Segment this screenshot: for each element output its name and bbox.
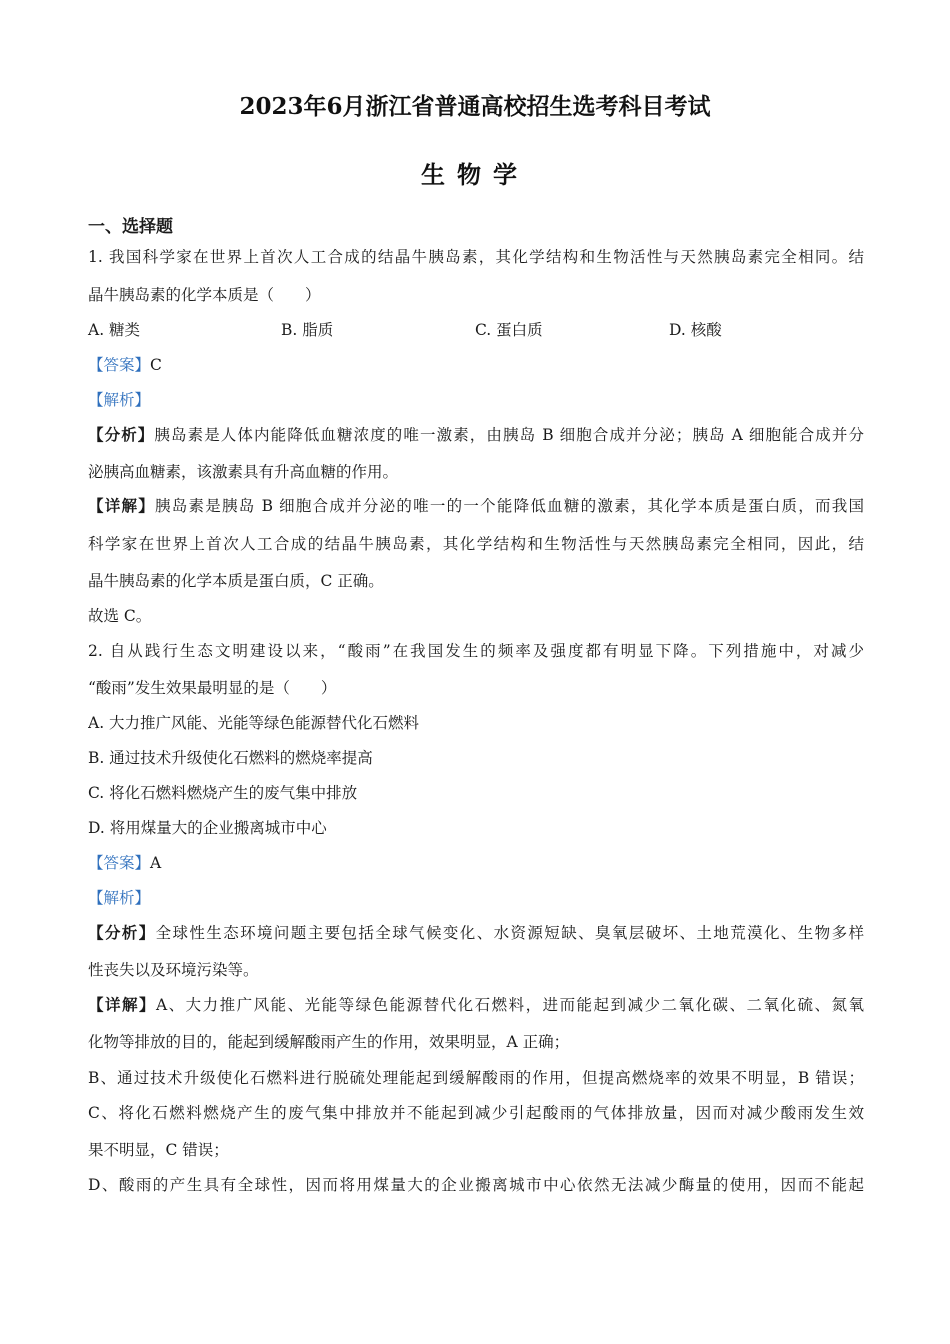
q2-analysis-line-1	[88, 922, 864, 944]
q1-stem-line-1: 1. 我国科学家在世界上首次人工合成的结晶牛胰岛素，其化学结构和生物活性与天然胰岛素完全相同。结	[88, 248, 864, 266]
q2-detail-line-6: D、酸雨的产生具有全球性，因而将用煤量大的企业搬离城市中心依然无法减少酶量的使用，因而不能起	[88, 1176, 864, 1194]
answer-tag: 【答案】	[88, 356, 151, 374]
q1-explain-tag: 【解析】	[88, 391, 151, 409]
analysis-text: 胰岛素是人体内能降低血糖浓度的唯一激素，由胰岛 B 细胞合成并分泌；胰岛 A 细胞能合成并分	[154, 426, 864, 444]
analysis-tag: 【分析】	[88, 923, 156, 942]
q1-option-c: C. 蛋白质	[475, 321, 543, 339]
analysis-tag: 【分析】	[88, 425, 155, 444]
answer-value: C	[150, 356, 162, 374]
detail-text: A、大力推广风能、光能等绿色能源替代化石燃料，进而能起到减少二氧化碳、二氧化硫、氮氧	[155, 996, 864, 1014]
q2-detail-line-3: B、通过技术升级使化石燃料进行脱硫处理能起到缓解酸雨的作用，但提高燃烧率的效果不明显，B 错误；	[88, 1069, 864, 1087]
q2-analysis-line-2: 性丧失以及环境污染等。	[88, 961, 259, 979]
q1-analysis-line-2: 泌胰高血糖素，该激素具有升高血糖的作用。	[88, 463, 399, 481]
q1-option-b: B. 脂质	[281, 321, 334, 339]
answer-value: A	[150, 854, 162, 872]
subject-title: 生物学	[421, 160, 529, 189]
q2-option-b: B. 通过技术升级使化石燃料的燃烧率提高	[88, 749, 373, 767]
q2-detail-line-1	[88, 994, 864, 1016]
q2-option-c: C. 将化石燃料燃烧产生的废气集中排放	[88, 784, 358, 802]
q2-detail-line-2: 化物等排放的目的，能起到缓解酸雨产生的作用，效果明显，A 正确；	[88, 1033, 570, 1051]
q2-option-d: D. 将用煤量大的企业搬离城市中心	[88, 819, 327, 837]
q1-conclusion: 故选 C。	[88, 607, 152, 625]
q2-stem-line-1: 2. 自从践行生态文明建设以来，“酸雨”在我国发生的频率及强度都有明显下降。下列措施中，对减少	[88, 642, 864, 660]
q2-detail-line-5: 果不明显，C 错误；	[88, 1141, 229, 1159]
q1-analysis-line-1	[88, 424, 864, 446]
q2-detail-line-4: C、将化石燃料燃烧产生的废气集中排放并不能起到减少引起酸雨的气体排放量，因而对减少酸雨发生效	[88, 1104, 864, 1122]
section-heading: 一、选择题	[88, 217, 173, 237]
exam-title: 2023年6月浙江省普通高校招生选考科目考试	[239, 93, 711, 120]
answer-tag: 【答案】	[88, 854, 151, 872]
q1-option-a: A. 糖类	[88, 321, 141, 339]
q2-explain-tag: 【解析】	[88, 889, 151, 907]
q1-detail-line-3: 晶牛胰岛素的化学本质是蛋白质，C 正确。	[88, 572, 384, 590]
q2-stem-line-2: “酸雨”发生效果最明显的是（ ）	[88, 679, 337, 697]
q1-stem-line-2: 晶牛胰岛素的化学本质是（ ）	[88, 286, 321, 304]
q1-detail-line-1	[88, 495, 864, 517]
analysis-text: 全球性生态环境问题主要包括全球气候变化、水资源短缺、臭氧层破坏、土地荒漠化、生物多样	[155, 924, 864, 942]
detail-tag: 【详解】	[88, 496, 155, 515]
detail-text: 胰岛素是胰岛 B 细胞合成并分泌的唯一的一个能降低血糖的激素，其化学本质是蛋白质，而我国	[154, 497, 864, 515]
q1-option-d: D. 核酸	[669, 321, 722, 339]
q1-answer-row	[88, 354, 864, 376]
q2-option-a: A. 大力推广风能、光能等绿色能源替代化石燃料	[88, 714, 420, 732]
detail-tag: 【详解】	[88, 995, 156, 1014]
q1-detail-line-2: 科学家在世界上首次人工合成的结晶牛胰岛素，其化学结构和生物活性与天然胰岛素完全相同，因此，结	[88, 535, 864, 553]
q2-answer-row	[88, 852, 864, 874]
